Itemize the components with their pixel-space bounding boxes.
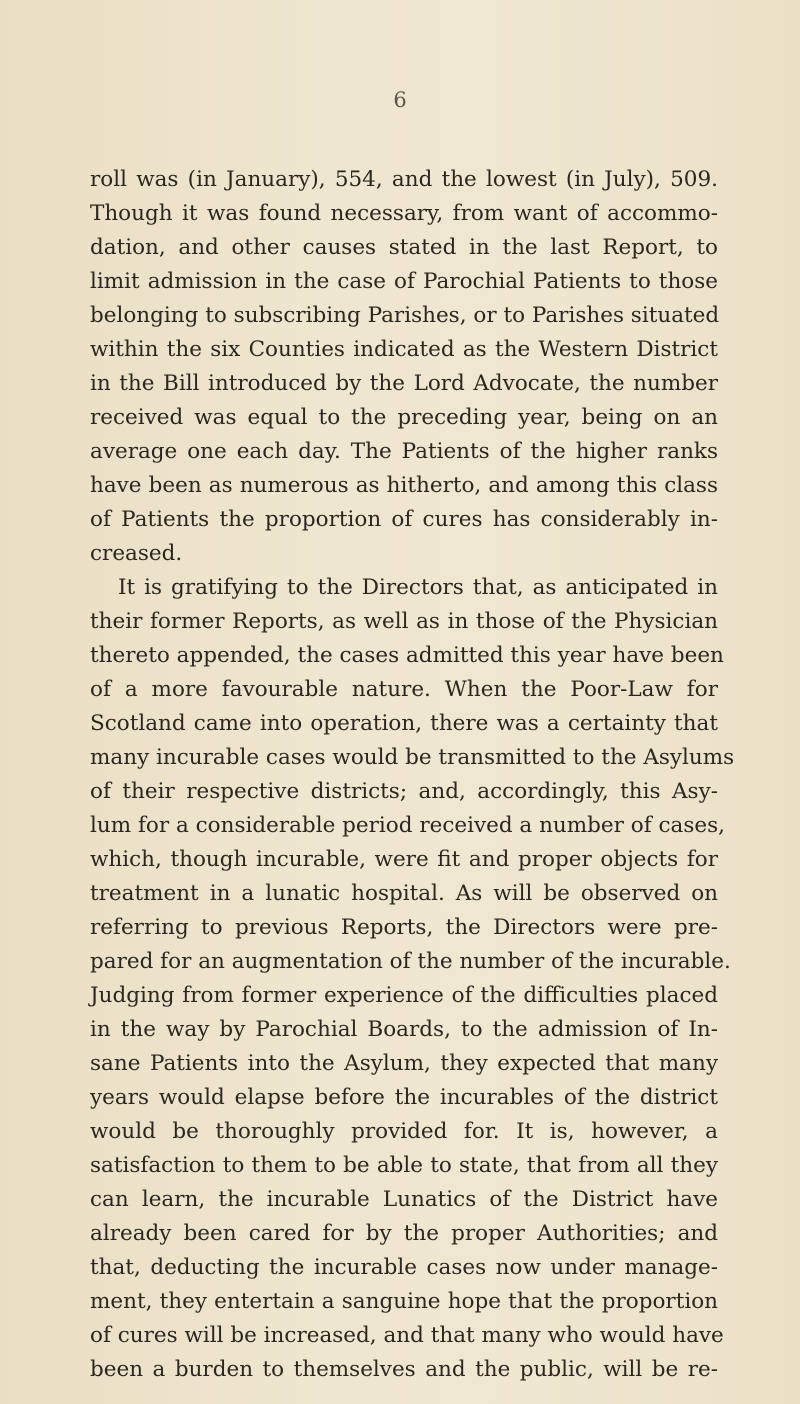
text-line: referring to previous Reports, the Directors were pre- [90,915,718,940]
text-line: their former Reports, as well as in those of the Physician [90,609,718,634]
text-line: roll was (in January), 554, and the lowest (in July), 509. [90,167,718,192]
text-line: thereto appended, the cases admitted this year have been [90,643,724,668]
text-line: belonging to subscribing Parishes, or to Parishes situated [90,303,720,328]
text-line: have been as numerous as hitherto, and among this class [90,473,718,498]
text-line: Judging from former experience of the difficulties placed [90,983,718,1008]
text-line: in the Bill introduced by the Lord Advocate, the number [90,371,718,396]
text-line: ment, they entertain a sanguine hope that the proportion [90,1289,718,1314]
text-line: years would elapse before the incurables of the district [90,1085,718,1110]
text-line: been a burden to themselves and the public, will be re- [90,1357,718,1382]
text-line: of a more favourable nature. When the Poor-Law for [90,677,718,702]
text-line: already been cared for by the proper Authorities; and [90,1221,718,1246]
text-line: that, deducting the incurable cases now under manage- [90,1255,718,1280]
text-line: of cures will be increased, and that many who would have [90,1323,724,1348]
body-text [90,163,735,1387]
text-line: treatment in a lunatic hospital. As will be observed on [90,881,718,906]
text-line: Though it was found necessary, from want of accommo- [90,201,718,226]
text-line: of their respective districts; and, accordingly, this Asy- [90,779,718,804]
text-line: satisfaction to them to be able to state, that from all they [90,1153,718,1178]
text-line: within the six Counties indicated as the Western District [90,337,718,362]
text-line: creased. [90,541,183,566]
text-line: would be thoroughly provided for. It is, however, a [90,1119,718,1144]
text-line: which, though incurable, were fit and proper objects for [90,847,718,872]
text-line: many incurable cases would be transmitted to the Asylums [90,745,735,770]
text-line: received was equal to the preceding year, being on an [90,405,718,430]
text-line: Scotland came into operation, there was a certainty that [90,711,718,736]
text-line: pared for an augmentation of the number of the incurable. [90,949,731,974]
text-line: It is gratifying to the Directors that, as anticipated in [118,575,718,600]
text-line: average one each day. The Patients of the higher ranks [90,439,718,464]
text-line: in the way by Parochial Boards, to the admission of In- [90,1017,718,1042]
text-line: of Patients the proportion of cures has considerably in- [90,507,718,532]
text-line: limit admission in the case of Parochial Patients to those [90,269,718,294]
text-line: lum for a considerable period received a number of cases, [90,813,725,838]
page-number: 6 [393,88,407,112]
text-line: can learn, the incurable Lunatics of the District have [90,1187,718,1212]
text-line: dation, and other causes stated in the last Report, to [90,235,718,260]
text-line: sane Patients into the Asylum, they expected that many [90,1051,718,1076]
